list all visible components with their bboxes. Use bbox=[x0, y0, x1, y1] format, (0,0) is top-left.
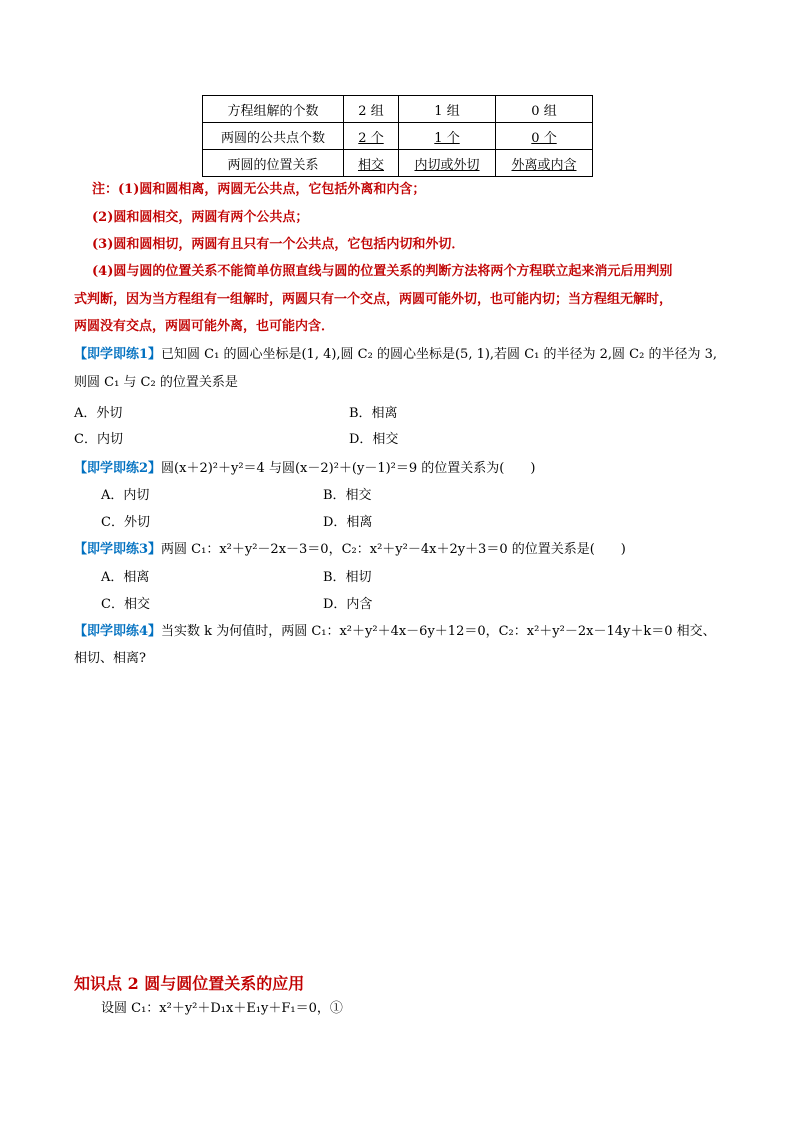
note-3: (3)圆和圆相切，两圆有且只有一个公共点，它包括内切和外切． bbox=[92, 237, 465, 252]
exercise-4-line2: 相切、相离? bbox=[74, 651, 146, 666]
option-b: B．相离 bbox=[349, 406, 398, 421]
note-2: (2)圆和圆相交，两圆有两个公共点； bbox=[92, 210, 309, 225]
note-4-line1: (4)圆与圆的位置关系不能简单仿照直线与圆的位置关系的判断方法将两个方程联立起来消元后用判别 bbox=[92, 264, 673, 279]
exercise-tag: 【即学即练1】 bbox=[74, 347, 162, 362]
table-cell bbox=[496, 150, 593, 177]
table-cell-text: 外离或内含 bbox=[511, 157, 577, 173]
table-cell bbox=[344, 123, 399, 150]
section-heading: 知识点 2 圆与圆位置关系的应用 bbox=[74, 974, 305, 993]
table-row bbox=[203, 123, 593, 150]
option-d: D．内含 bbox=[323, 597, 373, 612]
table-cell: 2 组 bbox=[344, 96, 399, 123]
table-cell: 0 组 bbox=[496, 96, 593, 123]
option-c: C．外切 bbox=[101, 515, 150, 530]
table-row bbox=[203, 150, 593, 177]
exercise-tag: 【即学即练3】 bbox=[74, 542, 162, 557]
table-cell bbox=[496, 123, 593, 150]
option-a: A．外切 bbox=[74, 406, 123, 421]
exercise-text: 圆(x＋2)²＋y²＝4 与圆(x－2)²＋(y－1)²＝9 的位置关系为( ) bbox=[161, 461, 536, 476]
exercise-3-line bbox=[74, 542, 626, 558]
table-cell-text: 相交 bbox=[357, 157, 384, 173]
option-c: C．内切 bbox=[74, 432, 123, 447]
table-cell: 1 组 bbox=[399, 96, 496, 123]
note-1: 注：(1)圆和圆相离，两圆无公共点，它包括外离和内含； bbox=[92, 182, 426, 197]
exercise-text: 已知圆 C₁ 的圆心坐标是(1, 4),圆 C₂ 的圆心坐标是(5, 1),若圆 C₁ 的半径为 2,圆 C₂ 的半径为 3, bbox=[161, 347, 717, 362]
table-cell bbox=[399, 150, 496, 177]
table-cell: 两圆的公共点个数 bbox=[203, 123, 344, 150]
exercise-4-line1 bbox=[74, 624, 716, 640]
option-a: A．内切 bbox=[101, 488, 150, 503]
exercise-tag: 【即学即练4】 bbox=[74, 624, 162, 639]
note-4-line2: 式判断，因为当方程组有一组解时，两圆只有一个交点，两圆可能外切，也可能内切；当方程组无解时， bbox=[74, 292, 673, 307]
exercise-text: 当实数 k 为何值时，两圆 C₁：x²＋y²＋4x－6y＋12＝0，C₂：x²＋y²－2x－14y＋k＝0 相交、 bbox=[161, 624, 716, 639]
table-cell-text: 0 个 bbox=[531, 130, 557, 146]
exercise-tag: 【即学即练2】 bbox=[74, 461, 162, 476]
option-c: C．相交 bbox=[101, 597, 150, 612]
option-d: D．相离 bbox=[323, 515, 373, 530]
table-cell: 方程组解的个数 bbox=[203, 96, 344, 123]
section-line: 设圆 C₁：x²＋y²＋D₁x＋E₁y＋F₁＝0，① bbox=[101, 1001, 343, 1016]
option-a: A．相离 bbox=[101, 570, 150, 585]
exercise-1-line1 bbox=[74, 347, 717, 363]
table-cell bbox=[399, 123, 496, 150]
option-d: D．相交 bbox=[349, 432, 399, 447]
note-4-line3: 两圆没有交点，两圆可能外离，也可能内含． bbox=[74, 319, 335, 334]
table-cell bbox=[344, 150, 399, 177]
table-cell-text: 1 个 bbox=[434, 130, 460, 146]
solutions-table bbox=[202, 95, 593, 177]
table-cell-text: 内切或外切 bbox=[414, 157, 480, 173]
table-cell-text: 2 个 bbox=[358, 130, 384, 146]
exercise-text: 两圆 C₁：x²＋y²－2x－3＝0，C₂：x²＋y²－4x＋2y＋3＝0 的位置关系是( ) bbox=[161, 542, 626, 557]
option-b: B．相切 bbox=[323, 570, 372, 585]
exercise-2-line bbox=[74, 461, 535, 477]
table-row bbox=[203, 96, 593, 123]
exercise-1-line2: 则圆 C₁ 与 C₂ 的位置关系是 bbox=[74, 375, 238, 390]
option-b: B．相交 bbox=[323, 488, 372, 503]
table-cell: 两圆的位置关系 bbox=[203, 150, 344, 177]
